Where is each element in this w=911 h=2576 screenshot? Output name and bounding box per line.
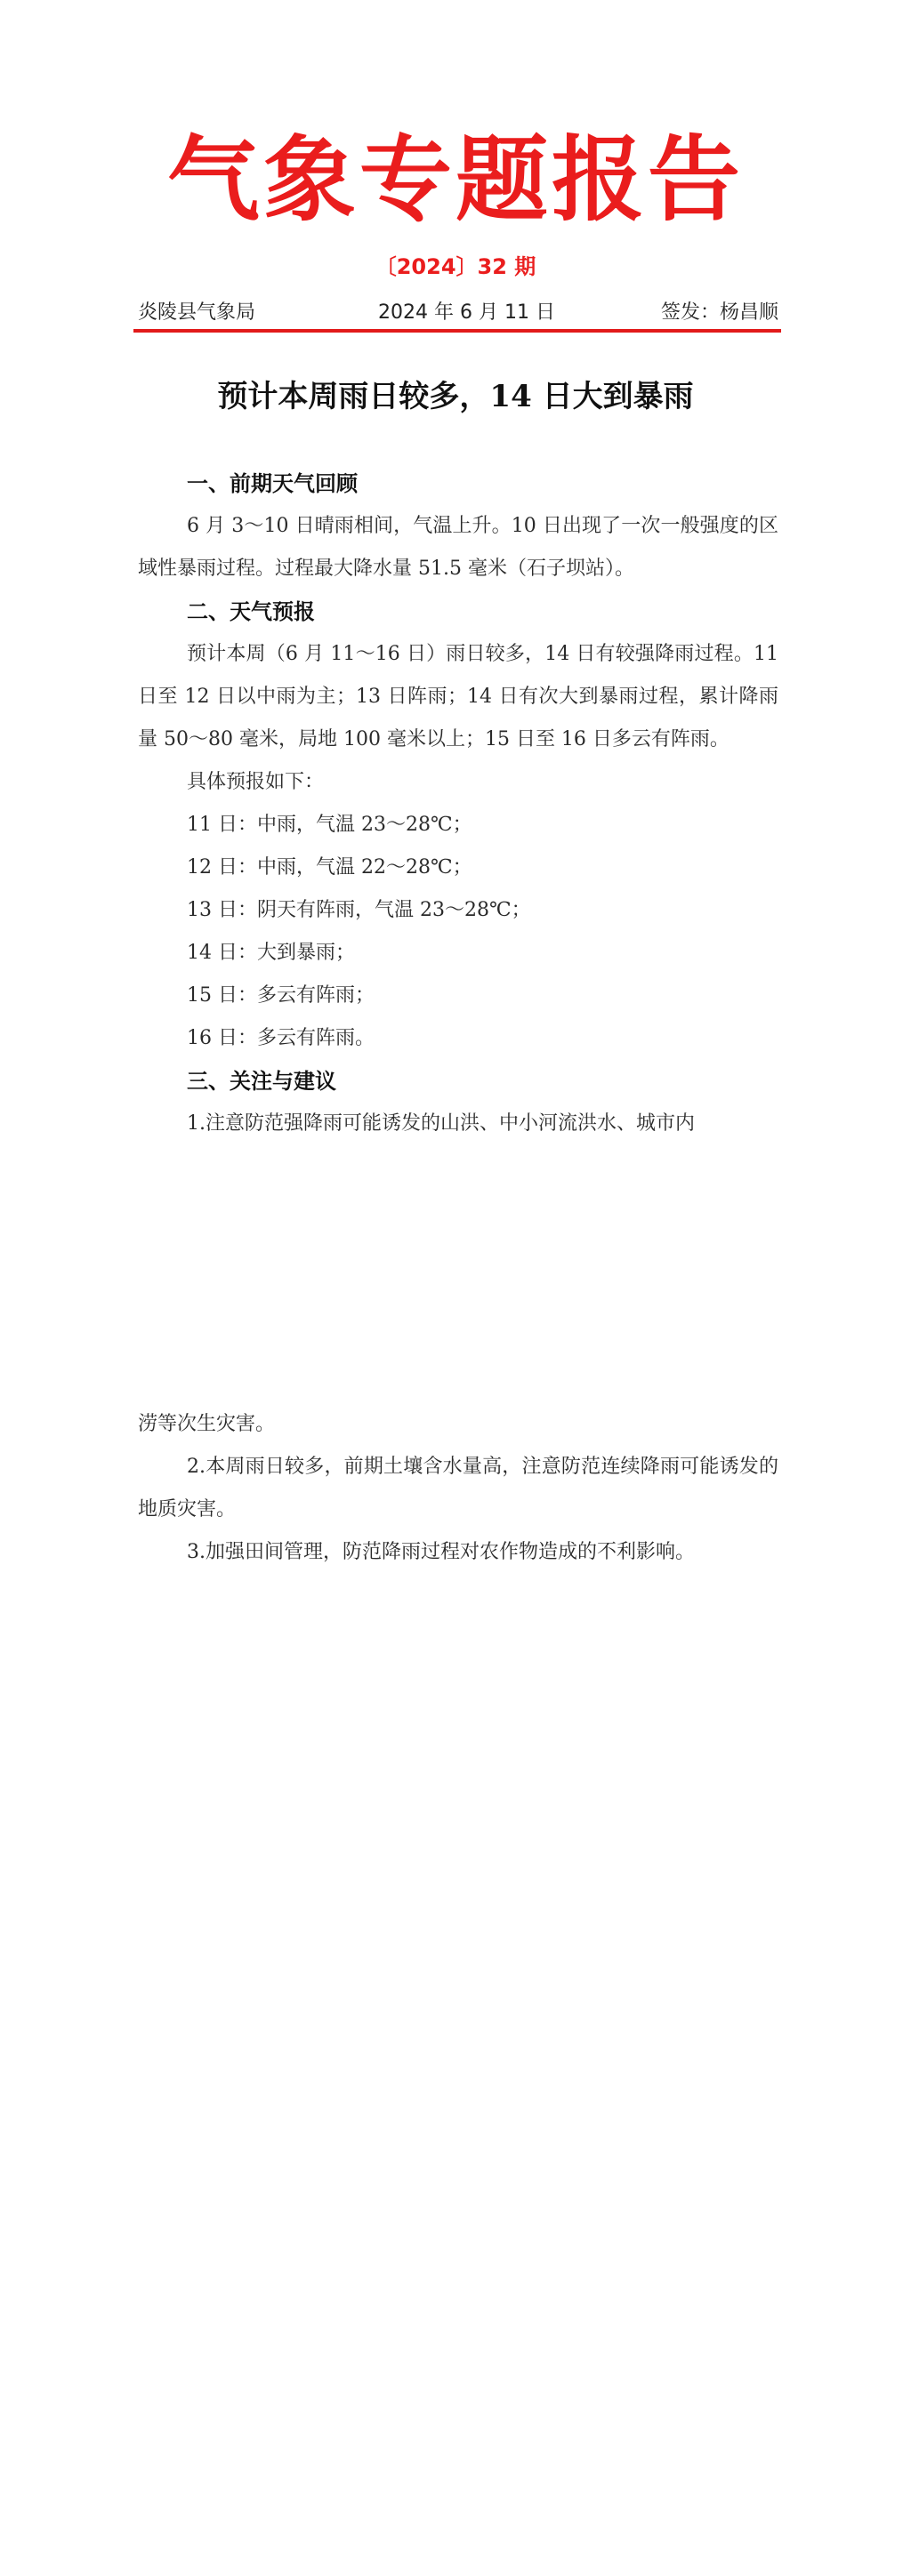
- advice-item-2: 2.本周雨日较多，前期土壤含水量高，注意防范连续降雨可能诱发的地质灾害。: [138, 1456, 778, 1521]
- forecast-paragraph: 预计本周（6 月 11～16 日）雨日较多，14 日有较强降雨过程。11 日至 12 日以中雨为主；13 日阵雨；14 日有次大到暴雨过程，累计降雨量 50～80 毫米，局地 100 毫米以上；15 日至 16 日多云有阵雨。: [138, 643, 778, 750]
- report-body-lower: [138, 1403, 778, 1574]
- header-divider: [133, 329, 781, 333]
- forecast-day-15: 15 日：多云有阵雨；: [187, 984, 375, 1007]
- issue-number: 〔2024〕32 期: [375, 254, 536, 279]
- forecast-day-14: 14 日：大到暴雨；: [187, 942, 355, 964]
- review-paragraph: 6 月 3～10 日晴雨相间，气温上升。10 日出现了一次一般强度的区域性暴雨过程。过程最大降水量 51.5 毫米（石子坝站）。: [138, 515, 778, 580]
- forecast-day-16: 16 日：多云有阵雨。: [187, 1027, 375, 1049]
- report-body-upper: [138, 462, 778, 1145]
- section-title-forecast: 二、天气预报: [187, 599, 315, 624]
- issuing-organization: 炎陵县气象局: [138, 301, 256, 324]
- advice-item-1-end: 涝等次生灾害。: [138, 1413, 276, 1435]
- forecast-intro: 具体预报如下：: [187, 771, 325, 793]
- masthead-title: 气象专题报告: [166, 125, 744, 234]
- advice-item-3: 3.加强田间管理，防范降雨过程对农作物造成的不利影响。: [187, 1541, 695, 1563]
- forecast-day-13: 13 日：阴天有阵雨，气温 23～28℃；: [187, 899, 531, 921]
- report-headline: 预计本周雨日较多，14 日大到暴雨: [217, 379, 694, 414]
- issue-date: 2024 年 6 月 11 日: [378, 301, 555, 324]
- forecast-day-12: 12 日：中雨，气温 22～28℃；: [187, 856, 472, 879]
- section-title-advice: 三、关注与建议: [187, 1069, 336, 1094]
- signer: 签发：杨昌顺: [660, 301, 778, 324]
- advice-item-1-start: 1.注意防范强降雨可能诱发的山洪、中小河流洪水、城市内: [187, 1112, 695, 1135]
- forecast-day-11: 11 日：中雨，气温 23～28℃；: [187, 814, 472, 836]
- meta-row: [138, 297, 778, 325]
- section-title-review: 一、前期天气回顾: [187, 471, 358, 496]
